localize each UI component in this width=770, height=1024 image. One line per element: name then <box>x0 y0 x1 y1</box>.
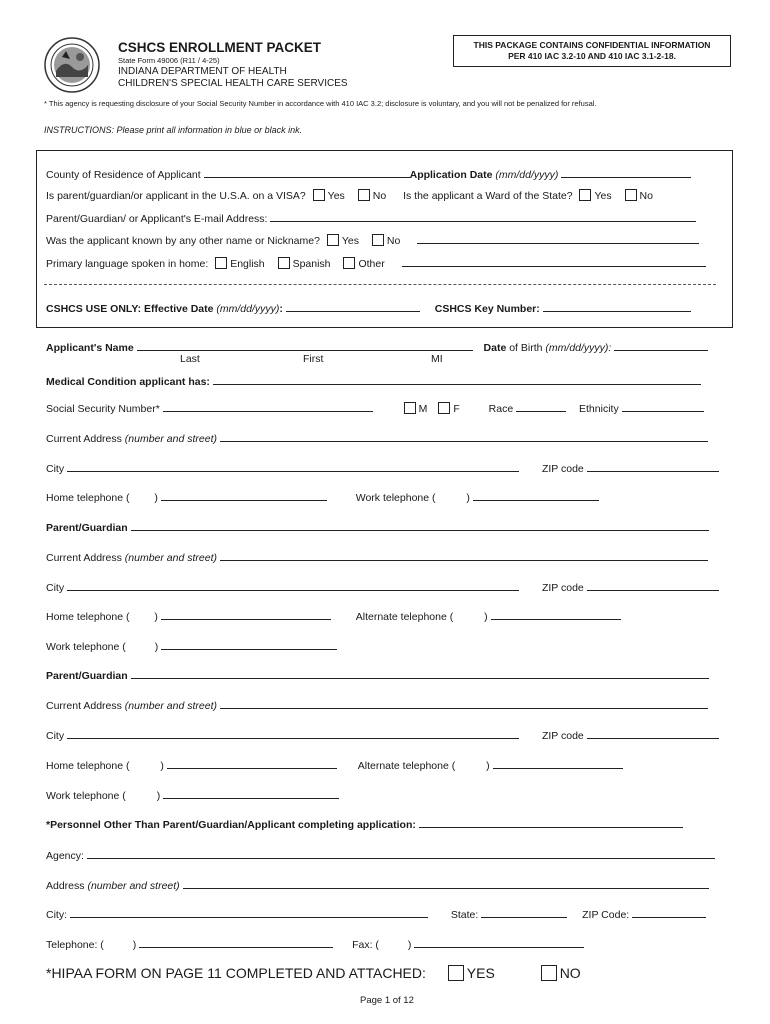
female-checkbox[interactable] <box>438 402 450 414</box>
visa-yes-checkbox[interactable] <box>313 189 325 201</box>
guardian2-label: Parent/Guardian <box>46 670 128 682</box>
race-field[interactable] <box>516 401 566 412</box>
guardian2-name-field[interactable] <box>131 668 709 679</box>
personnel-city-row <box>46 907 706 921</box>
guardian1-work-tel-field[interactable] <box>161 639 337 650</box>
english-label: English <box>230 258 265 270</box>
guardian1-city-label: City <box>46 582 65 594</box>
ssn-disclosure-notice: * This agency is requesting disclosure of your Social Security Number in accordance with 410 IAC 3.2; disclosure is voluntary, and you will not be penalized for refusal. <box>44 99 597 108</box>
hipaa-yes-checkbox[interactable] <box>448 965 464 981</box>
guardian2-work-tel-paren: ) <box>156 790 161 802</box>
ward-yes-label: Yes <box>594 190 612 202</box>
effective-date-format: (mm/dd/yyyy) <box>216 303 280 315</box>
personnel-address-field[interactable] <box>183 878 709 889</box>
name-part-last: Last <box>180 353 200 365</box>
guardian1-alt-tel-paren: ) <box>484 611 488 623</box>
key-number-field[interactable] <box>543 301 691 312</box>
application-date-label: Application Date <box>409 169 493 181</box>
application-date-format: (mm/dd/yyyy) <box>495 169 559 181</box>
guardian1-label: Parent/Guardian <box>46 522 128 534</box>
female-label: F <box>453 403 460 415</box>
home-tel-paren: ) <box>154 492 158 504</box>
guardian1-zip-label: ZIP code <box>541 582 584 594</box>
applicant-address-row <box>46 431 708 445</box>
language-row <box>46 256 706 270</box>
application-date-field[interactable] <box>561 167 691 178</box>
work-tel-paren: ) <box>466 492 470 504</box>
spanish-label: Spanish <box>292 258 331 270</box>
hipaa-yes-label: YES <box>466 965 495 981</box>
visa-row <box>46 189 653 202</box>
agency-row <box>46 848 715 862</box>
guardian1-phone-row <box>46 609 621 623</box>
personnel-label: *Personnel Other Than Parent/Guardian/Applicant completing application: <box>46 819 416 831</box>
guardian1-work-row <box>46 639 337 653</box>
applicant-city-field[interactable] <box>67 461 519 472</box>
applicant-work-tel-field[interactable] <box>473 490 599 501</box>
effective-date-label: CSHCS USE ONLY: Effective Date <box>46 303 214 315</box>
agency-label: Agency: <box>46 850 84 862</box>
medical-condition-field[interactable] <box>213 374 701 385</box>
applicant-address-field[interactable] <box>220 431 708 442</box>
personnel-fax-field[interactable] <box>414 937 584 948</box>
applicant-name-field[interactable] <box>137 340 473 351</box>
personnel-fax-label: Fax: ( <box>352 939 379 951</box>
personnel-state-field[interactable] <box>481 907 567 918</box>
guardian1-zip-field[interactable] <box>587 580 719 591</box>
address-label: Current Address <box>46 433 122 445</box>
personnel-name-field[interactable] <box>419 817 683 828</box>
address-hint: (number and street) <box>124 433 218 445</box>
guardian1-home-tel-field[interactable] <box>161 609 331 620</box>
medical-condition-label: Medical Condition applicant has: <box>46 376 210 388</box>
male-label: M <box>418 403 428 415</box>
dashed-divider <box>44 284 716 285</box>
agency-field[interactable] <box>87 848 715 859</box>
personnel-tel-label: Telephone: ( <box>46 939 104 951</box>
guardian2-city-label: City <box>46 730 65 742</box>
visa-no-checkbox[interactable] <box>358 189 370 201</box>
guardian1-city-row <box>46 580 719 594</box>
visa-question: Is parent/guardian/or applicant in the U.S.A. on a VISA? <box>46 190 306 202</box>
guardian2-address-hint: (number and street) <box>124 700 218 712</box>
language-question: Primary language spoken in home: <box>46 258 209 270</box>
ward-no-label: No <box>639 190 653 202</box>
guardian2-city-field[interactable] <box>67 728 519 739</box>
county-label: County of Residence of Applicant <box>46 169 201 181</box>
guardian2-zip-label: ZIP code <box>541 730 584 742</box>
effective-date-field[interactable] <box>286 301 420 312</box>
personnel-address-hint: (number and street) <box>87 880 180 892</box>
applicant-name-row <box>46 340 708 354</box>
key-number-label: CSHCS Key Number: <box>434 303 540 315</box>
guardian2-address-field[interactable] <box>220 698 708 709</box>
county-field[interactable] <box>204 167 410 178</box>
guardian2-zip-field[interactable] <box>587 728 719 739</box>
guardian2-row <box>46 668 709 682</box>
guardian2-address-row <box>46 698 708 712</box>
applicant-phone-row <box>46 490 599 504</box>
personnel-zip-label: ZIP Code: <box>582 909 630 921</box>
dob-field[interactable] <box>614 340 708 351</box>
applicant-zip-field[interactable] <box>587 461 719 472</box>
ward-yes-checkbox[interactable] <box>579 189 591 201</box>
ethnicity-label: Ethnicity <box>579 403 619 415</box>
name-part-first: First <box>303 353 324 365</box>
guardian2-address-label: Current Address <box>46 700 122 712</box>
work-tel-label: Work telephone ( <box>355 492 436 504</box>
english-checkbox[interactable] <box>215 257 227 269</box>
county-row <box>46 167 691 181</box>
hipaa-row <box>46 965 581 981</box>
guardian1-alt-tel-label: Alternate telephone ( <box>355 611 454 623</box>
form-number: State Form 49006 (R11 / 4-25) <box>118 56 220 65</box>
hipaa-label: *HIPAA FORM ON PAGE 11 COMPLETED AND ATTACHED: <box>46 965 426 981</box>
guardian2-city-row <box>46 728 719 742</box>
visa-yes-label: Yes <box>327 190 345 202</box>
guardian1-row <box>46 520 709 534</box>
personnel-address-label: Address <box>46 880 85 892</box>
guardian1-name-field[interactable] <box>131 520 709 531</box>
guardian2-home-tel-paren: ) <box>160 760 164 772</box>
personnel-phone-row <box>46 937 584 951</box>
guardian1-address-field[interactable] <box>220 550 708 561</box>
ssn-field[interactable] <box>163 401 373 412</box>
indiana-seal-icon <box>44 37 100 93</box>
guardian2-work-row <box>46 788 339 802</box>
use-only-row <box>46 301 691 315</box>
instructions: INSTRUCTIONS: Please print all information in blue or black ink. <box>44 125 303 135</box>
personnel-city-label: City: <box>46 909 67 921</box>
ward-no-checkbox[interactable] <box>625 189 637 201</box>
applicant-city-row <box>46 461 719 475</box>
page-number: Page 1 of 12 <box>360 995 414 1006</box>
personnel-city-field[interactable] <box>70 907 428 918</box>
confidential-line-1: THIS PACKAGE CONTAINS CONFIDENTIAL INFORMATION <box>473 40 711 50</box>
city-label: City <box>46 463 65 475</box>
guardian2-alt-tel-label: Alternate telephone ( <box>357 760 456 772</box>
ward-question: Is the applicant a Ward of the State? <box>403 190 573 202</box>
guardian2-home-tel-field[interactable] <box>167 758 337 769</box>
dob-format: (mm/dd/yyyy): <box>545 342 612 354</box>
race-label: Race <box>488 403 514 415</box>
name-part-mi: MI <box>431 353 443 365</box>
guardian1-work-tel-paren: ) <box>154 641 159 653</box>
other-label: Other <box>358 258 385 270</box>
personnel-row <box>46 817 683 831</box>
ssn-row <box>46 401 704 415</box>
form-title: CSHCS ENROLLMENT PACKET <box>118 40 322 55</box>
medical-row <box>46 374 701 388</box>
guardian2-phone-row <box>46 758 623 772</box>
nickname-question: Was the applicant known by any other name or Nickname? <box>46 235 320 247</box>
nickname-row <box>46 233 699 247</box>
confidential-line-2: PER 410 IAC 3.2-10 AND 410 IAC 3.1-2-18. <box>508 51 676 61</box>
email-field[interactable] <box>270 211 696 222</box>
personnel-tel-field[interactable] <box>139 937 333 948</box>
visa-no-label: No <box>372 190 387 202</box>
guardian1-address-row <box>46 550 708 564</box>
hipaa-no-label: NO <box>559 965 581 981</box>
personnel-state-label: State: <box>450 909 479 921</box>
personnel-tel-paren: ) <box>132 939 137 951</box>
spanish-checkbox[interactable] <box>278 257 290 269</box>
nickname-yes-label: Yes <box>341 235 359 247</box>
guardian2-work-tel-label: Work telephone ( <box>46 790 126 802</box>
guardian2-alt-tel-paren: ) <box>486 760 490 772</box>
guardian1-work-tel-label: Work telephone ( <box>46 641 126 653</box>
personnel-fax-paren: ) <box>407 939 412 951</box>
guardian1-alt-tel-field[interactable] <box>491 609 621 620</box>
confidential-notice <box>453 35 731 67</box>
applicant-home-tel-field[interactable] <box>161 490 327 501</box>
guardian2-home-tel-label: Home telephone ( <box>46 760 130 772</box>
guardian1-home-tel-paren: ) <box>154 611 158 623</box>
division-name: CHILDREN'S SPECIAL HEALTH CARE SERVICES <box>118 78 348 89</box>
personnel-zip-field[interactable] <box>632 907 706 918</box>
ethnicity-field[interactable] <box>622 401 704 412</box>
dob-label-bold: Date <box>483 342 507 354</box>
male-checkbox[interactable] <box>404 402 416 414</box>
nickname-yes-checkbox[interactable] <box>327 234 339 246</box>
hipaa-no-checkbox[interactable] <box>541 965 557 981</box>
email-label: Parent/Guardian/ or Applicant's E-mail Address: <box>46 213 268 225</box>
email-row <box>46 211 696 225</box>
zip-label: ZIP code <box>541 463 584 475</box>
nickname-no-label: No <box>386 235 401 247</box>
guardian1-address-hint: (number and street) <box>124 552 218 564</box>
guardian2-work-tel-field[interactable] <box>163 788 339 799</box>
ssn-label: Social Security Number* <box>46 403 160 415</box>
applicant-name-label: Applicant's Name <box>46 342 134 354</box>
guardian2-alt-tel-field[interactable] <box>493 758 623 769</box>
personnel-address-row <box>46 878 709 892</box>
guardian1-home-tel-label: Home telephone ( <box>46 611 130 623</box>
home-tel-label: Home telephone ( <box>46 492 130 504</box>
other-language-field[interactable] <box>402 256 706 267</box>
effective-date-colon: : <box>279 303 283 315</box>
nickname-field[interactable] <box>417 233 699 244</box>
other-checkbox[interactable] <box>343 257 355 269</box>
guardian1-city-field[interactable] <box>67 580 519 591</box>
guardian1-address-label: Current Address <box>46 552 122 564</box>
dob-label: of Birth <box>509 342 543 354</box>
nickname-no-checkbox[interactable] <box>372 234 384 246</box>
department-name: INDIANA DEPARTMENT OF HEALTH <box>118 66 287 77</box>
